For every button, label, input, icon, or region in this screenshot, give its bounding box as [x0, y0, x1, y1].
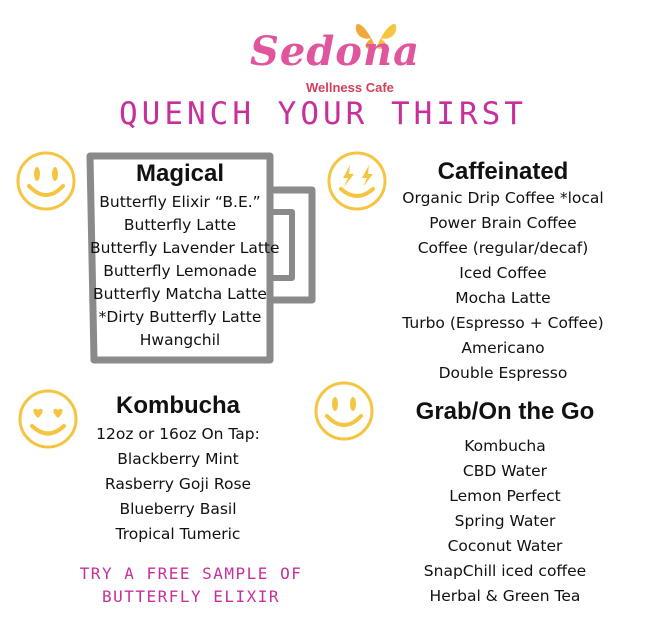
menu-item: Power Brain Coffee — [429, 214, 577, 232]
menu-item: 12oz or 16oz On Tap: — [96, 425, 260, 443]
menu-item: Hwangchil — [139, 331, 221, 349]
menu-item: Coffee (regular/decaf) — [417, 239, 589, 257]
menu-item: Turbo (Espresso + Coffee) — [402, 314, 604, 332]
menu-item: Butterfly Matcha Latte — [93, 285, 267, 303]
menu-item: Lemon Perfect — [449, 487, 561, 505]
promo-line-2: BUTTERFLY ELIXIR — [101, 587, 281, 606]
menu-item: Rasberry Goji Rose — [104, 475, 252, 493]
menu-item: CBD Water — [462, 462, 548, 480]
smiley-icon — [313, 380, 375, 442]
menu-item: Butterfly Elixir “B.E.” — [99, 193, 261, 211]
menu-item: *Dirty Butterfly Latte — [98, 308, 262, 326]
menu-item: Mocha Latte — [455, 289, 551, 307]
heart-eyes-smiley-icon — [17, 388, 79, 450]
menu-item: Butterfly Latte — [123, 216, 237, 234]
menu-item: Coconut Water — [447, 537, 563, 555]
menu-item: Americano — [461, 339, 545, 357]
menu-item: Organic Drip Coffee *local — [402, 189, 604, 207]
menu-item: Blackberry Mint — [117, 450, 239, 468]
menu-item: Kombucha — [464, 437, 546, 455]
page-title: QUENCH YOUR THIRST — [119, 96, 527, 132]
brand-subtitle: Wellness Cafe — [306, 80, 394, 95]
lightning-eyes-smiley-icon — [326, 150, 388, 212]
menu-item: SnapChill iced coffee — [423, 562, 587, 580]
section-title-caffeinated: Caffeinated — [437, 158, 569, 185]
menu-item: Double Espresso — [438, 364, 568, 382]
menu-item: Herbal & Green Tea — [429, 587, 581, 605]
section-title-magical: Magical — [135, 160, 225, 187]
menu-item: Tropical Tumeric — [115, 525, 241, 543]
promo-text — [60, 562, 322, 608]
menu-item: Iced Coffee — [459, 264, 547, 282]
menu-item: Spring Water — [454, 512, 556, 530]
brand-name: Sedona — [250, 28, 420, 75]
menu-item: Butterfly Lemonade — [103, 262, 257, 280]
promo-line-1: TRY A FREE SAMPLE OF — [79, 564, 303, 583]
smiley-icon — [15, 150, 77, 212]
menu-item: Butterfly Lavender Latte — [90, 239, 280, 257]
menu-item: Blueberry Basil — [119, 500, 237, 518]
section-title-grab: Grab/On the Go — [415, 398, 595, 425]
section-title-kombucha: Kombucha — [115, 392, 240, 419]
